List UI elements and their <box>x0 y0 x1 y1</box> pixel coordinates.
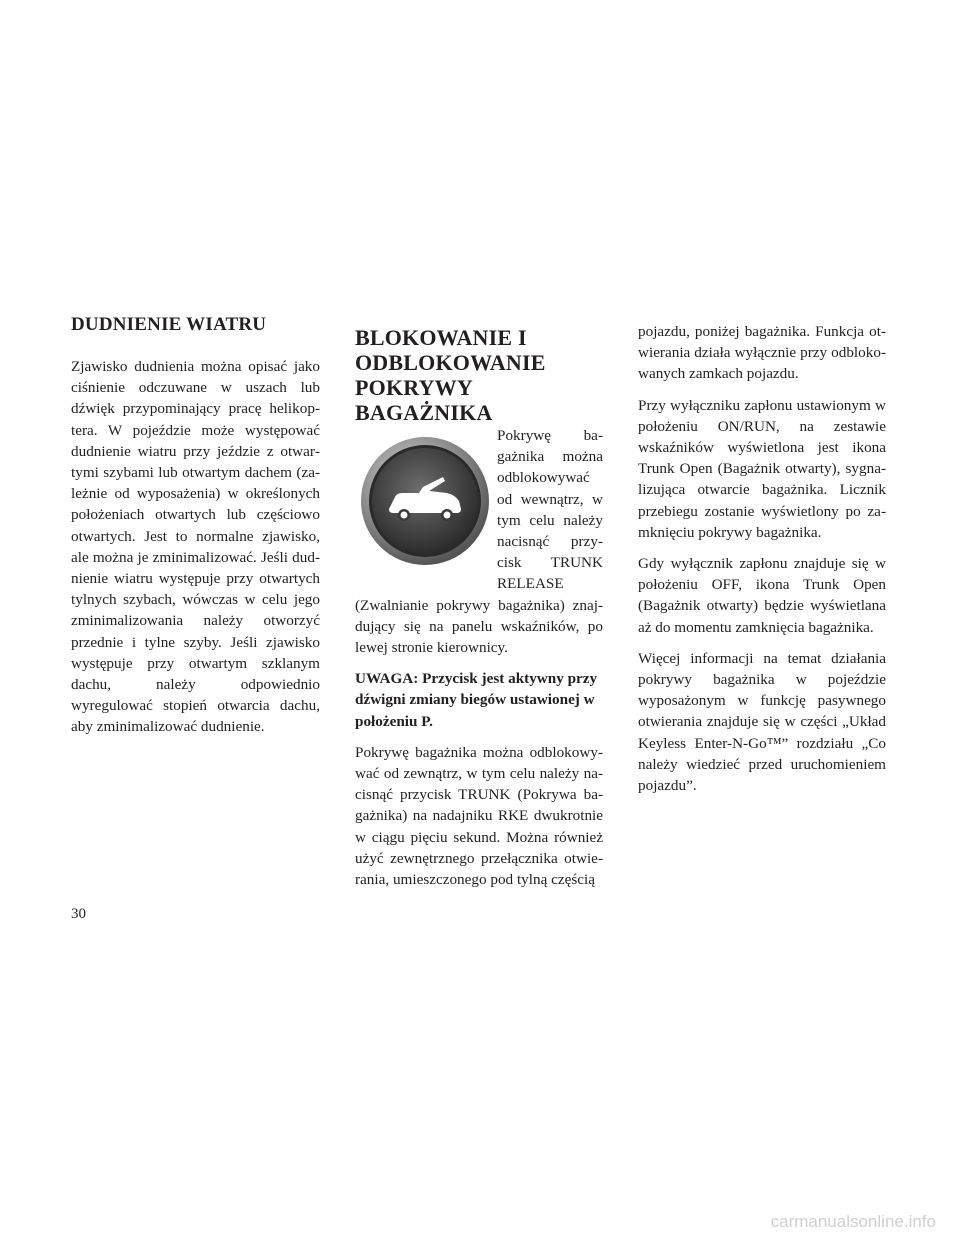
heading-trunk-lock <box>355 325 603 425</box>
watermark: carmanualsonline.info <box>770 1212 936 1231</box>
heading-line-2: ODBLOKOWANIE <box>355 350 546 375</box>
trunk-section-body <box>355 425 603 890</box>
heading-line-1: BLOKOWANIE I <box>355 325 527 350</box>
paragraph-ignition-off: Gdy wyłącznik zapłonu znajduje się w położeniu OFF, ikona Trunk Open (Bagażnik otwarty) będzie wyświetlana aż do momentu zamknięcia bagażnika. <box>638 555 886 636</box>
paragraph-trunk-open-indicator: Przy wyłączniku zapłonu ustawionym w położeniu ON/RUN, na zestawie wskaźników wyświetlona jest ikona Trunk Open (Bagażnik otwarty), sygnalizująca otwarcie bagażnika. Licznik przebiegu zostanie wyświetlony po zamknięciu pokrywy bagażnika. <box>638 396 886 541</box>
paragraph-trunk-outside-cont: pojazdu, poniżej bagażnika. Funkcja otwierania działa wyłącznie przy odblokowanych zamkach pojazdu. <box>638 323 886 383</box>
page-number: 30 <box>71 906 86 922</box>
paragraph-trunk-inside: Pokrywę bagażnika można odblokowywać od wewnątrz, w tym celu należy nacisnąć przycisk TRUNK RELEASE (Zwalnianie pokrywy bagażnika) znajdujący się na panelu wskaźników, po lewej stronie kierownicy. <box>355 427 603 657</box>
trunk-release-icon <box>355 425 495 578</box>
paragraph-wind-buffeting: Zjawisko dudnienia można opisać jako ciśnienie odczuwane w uszach lub dźwięk przypominający pracę helikoptera. W pojeździe może występować dudnienie wiatru przy jeździe z otwartymi szybami lub otwartym dachem (zależnie od wyposażenia) w określonych położeniach otwartych lub częściowo otwartych. Jest to normalne zjawisko, ale można je zminimalizować. Jeśli dudnienie wiatru występuje przy otwartych tylnych szybach, wówczas w celu jego zminimalizowania należy otworzyć przednie i tylne szyby. Jeśli zjawisko występuje przy otwartym szklanym dachu, należy odpowiednio wyregulować stopień otwarcia dachu, aby zminimalizować dudnienie. <box>71 358 320 736</box>
heading-line-3: POKRYWY BAGAŻNIKA <box>355 375 493 425</box>
paragraph-more-info: Więcej informacji na temat działania pokrywy bagażnika w pojeździe wyposażonym w funkcję pasywnego otwierania znajduje się w części „Układ Keyless Enter-N-Go™” rozdziału „Co należy wiedzieć przed uruchomieniem pojazdu”. <box>638 649 886 795</box>
trunk-section-continued <box>638 321 886 796</box>
note-trunk-park: UWAGA: Przycisk jest aktywny przy dźwigni zmiany biegów ustawionej w położeniu P. <box>355 670 598 730</box>
heading-wind-buffeting: DUDNIENIE WIATRU <box>71 314 267 335</box>
paragraph-trunk-outside: Pokrywę bagażnika można odblokowywać od zewnątrz, w tym celu należy nacisnąć przycisk TRUNK (Pokrywa bagażnika) na nadajniku RKE dwukrotnie w ciągu pięciu sekund. Można również użyć zewnętrznego przełącznika otwierania, umieszczonego pod tylną częścią <box>355 743 603 889</box>
